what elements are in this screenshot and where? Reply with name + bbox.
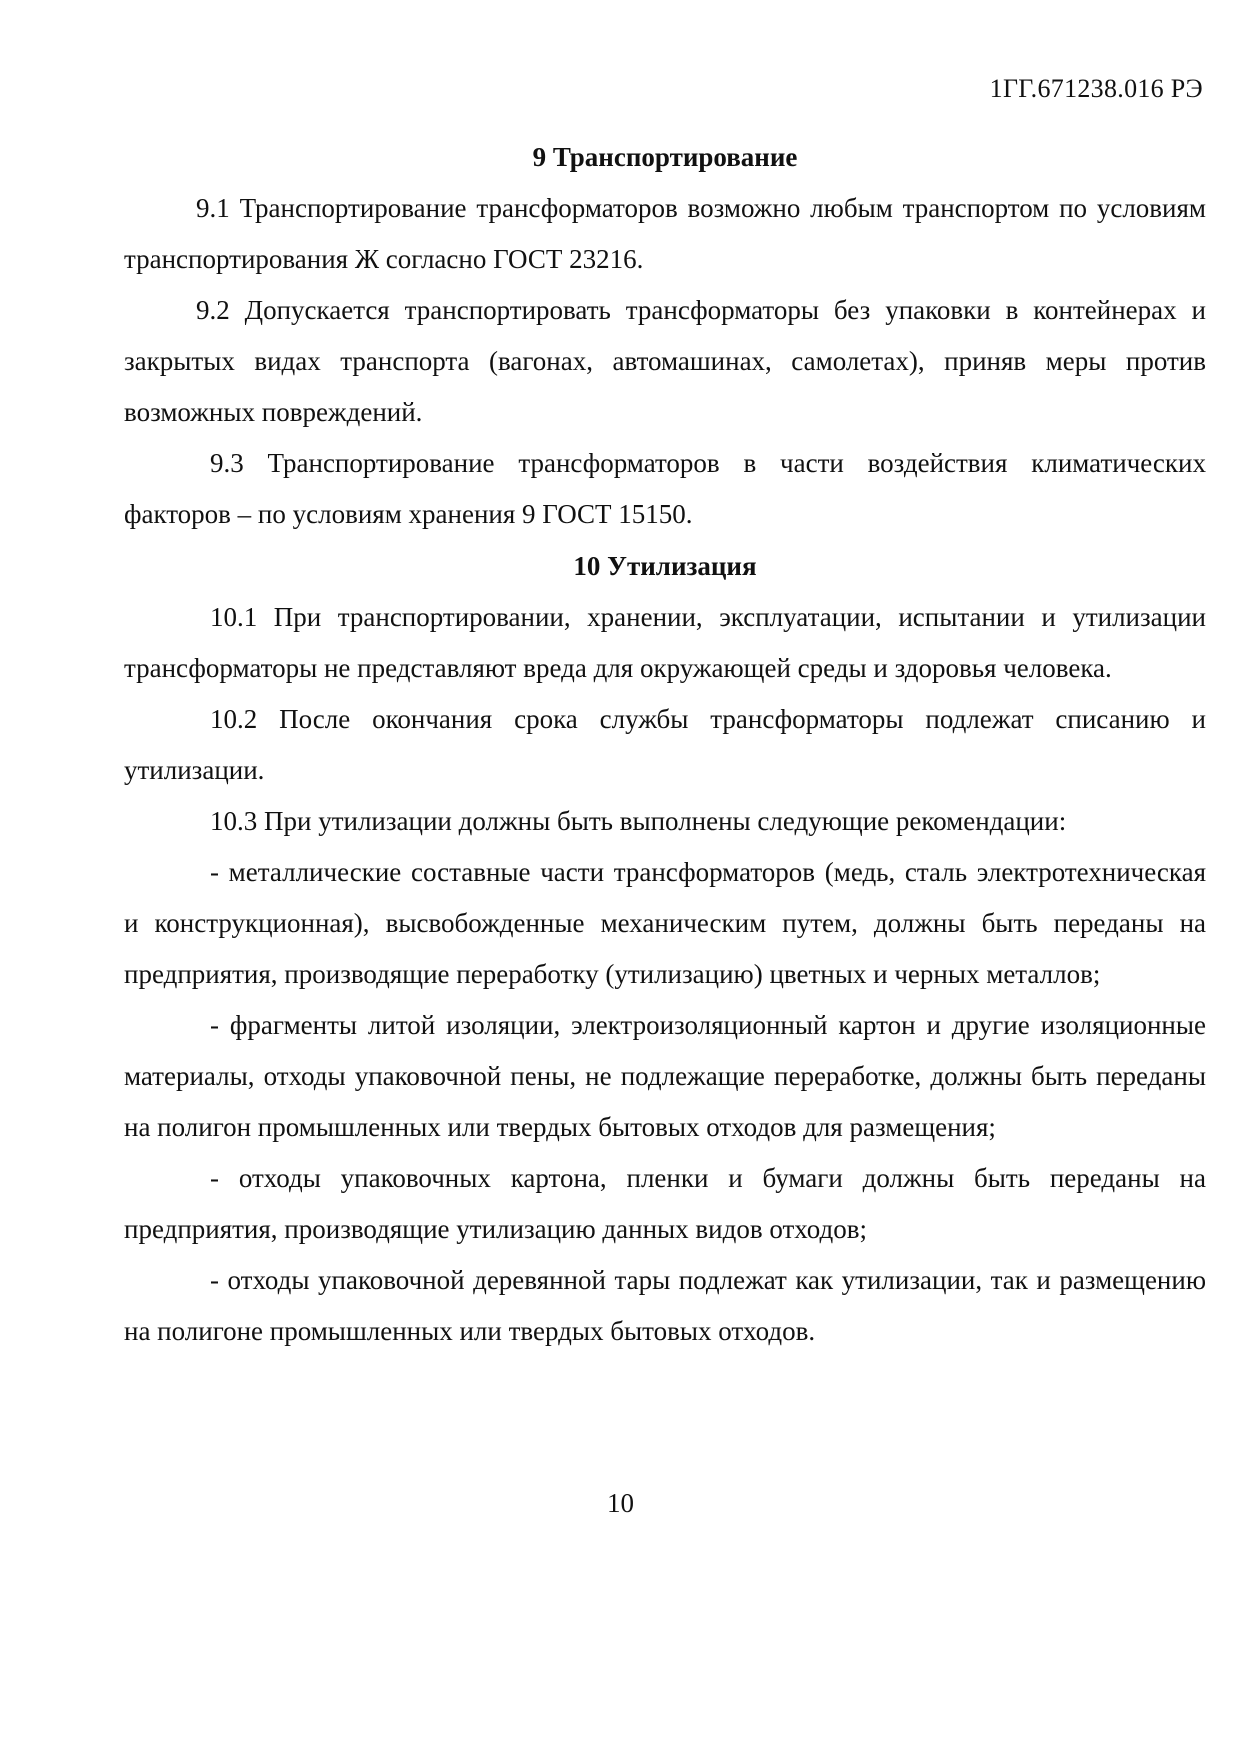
paragraph-9-3: 9.3 Транспортирование трансформаторов в части воздействия климатических факторов – по условиям хранения 9 ГОСТ 15150. (124, 448, 1206, 529)
section-title-disposal: 10 Утилизация (573, 551, 757, 581)
paragraph-10-2: 10.2 После окончания срока службы трансформаторы подлежат списанию и утилизации. (124, 704, 1206, 785)
page-content (124, 131, 1206, 1357)
page-number: 10 (607, 1488, 634, 1518)
paragraph-10-3: 10.3 При утилизации должны быть выполнены следующие рекомендации: (210, 806, 1067, 836)
list-item-packaging: - отходы упаковочных картона, пленки и бумаги должны быть переданы на предприятия, производящие утилизацию данных видов отходов; (124, 1163, 1206, 1244)
paragraph-9-2: 9.2 Допускается транспортировать трансформаторы без упаковки в контейнерах и закрытых видах транспорта (вагонах, автомашинах, самолетах), приняв меры против возможных повреждений. (124, 295, 1206, 427)
list-item-insulation: - фрагменты литой изоляции, электроизоляционный картон и другие изоляционные материалы, отходы упаковочной пены, не подлежащие переработке, должны быть переданы на полигон промышленных или твердых бытовых отходов для размещения; (124, 1010, 1206, 1142)
section-title-transportation: 9 Транспортирование (532, 142, 798, 172)
list-item-wooden-containers: - отходы упаковочной деревянной тары подлежат как утилизации, так и размещению на полигоне промышленных или твердых бытовых отходов. (124, 1265, 1206, 1346)
paragraph-10-1: 10.1 При транспортировании, хранении, эксплуатации, испытании и утилизации трансформаторы не представляют вреда для окружающей среды и здоровья человека. (124, 602, 1206, 683)
list-item-metal-parts: - металлические составные части трансформаторов (медь, сталь электротехническая и конструкционная), высвобожденные механическим путем, должны быть переданы на предприятия, производящие переработку (утилизацию) цветных и черных металлов; (124, 857, 1206, 989)
paragraph-9-1: 9.1 Транспортирование трансформаторов возможно любым транспортом по условиям транспортирования Ж согласно ГОСТ 23216. (124, 193, 1206, 274)
document-code: 1ГГ.671238.016 РЭ (989, 74, 1203, 103)
